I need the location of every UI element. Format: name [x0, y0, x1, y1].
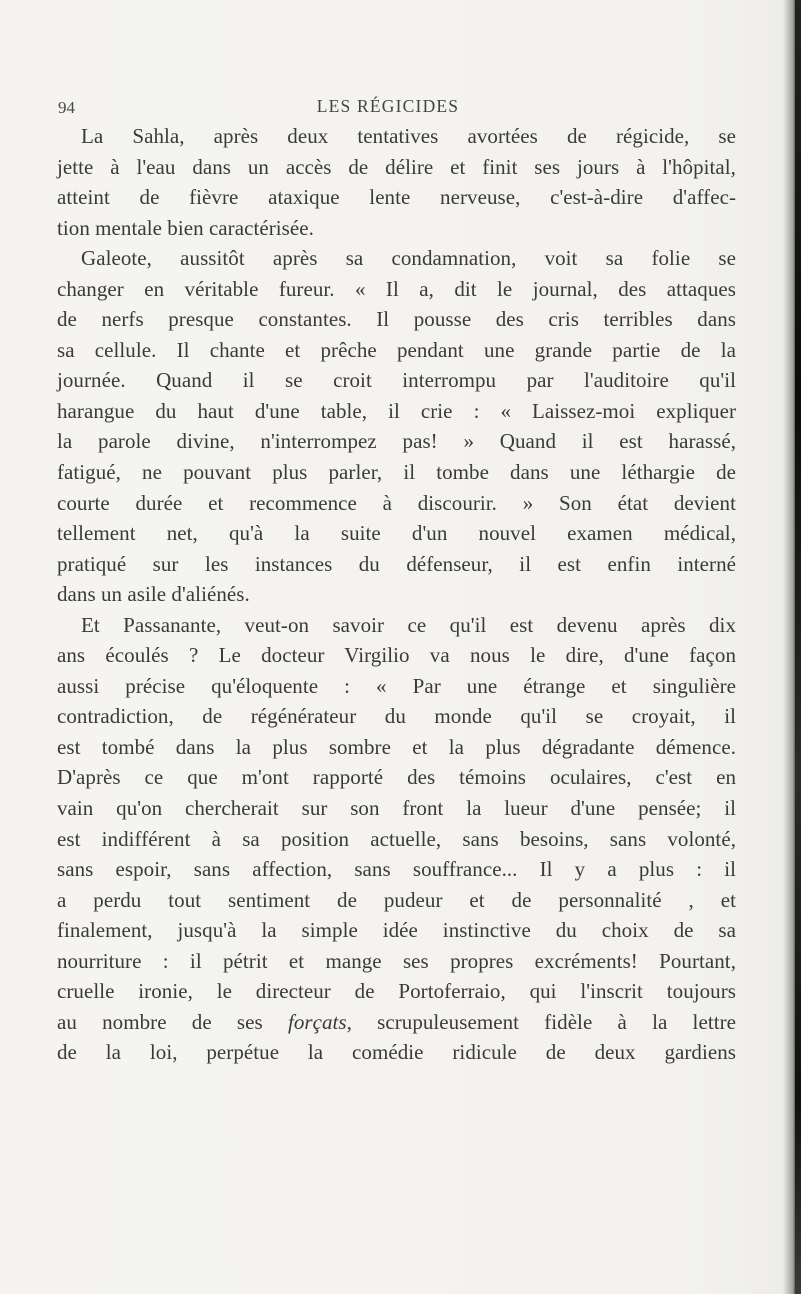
text-line: tion mentale bien caractérisée. [57, 215, 314, 240]
text-line: pratiqué sur les instances du défenseur, il est enfin interné [57, 551, 736, 576]
text-line: fatigué, ne pouvant plus parler, il tombe dans une léthargie de [57, 460, 736, 485]
text-line: harangue du haut d'une table, il crie : « Laissez-moi expliquer [57, 398, 736, 423]
running-head [58, 92, 718, 122]
text-line: aussi précise qu'éloquente : « Par une étrange et singulière [57, 673, 736, 698]
book-spine-edge [795, 0, 801, 1294]
text-line: tellement net, qu'à la suite d'un nouvel examen médical, [57, 521, 736, 546]
text-line: la parole divine, n'interrompez pas! » Quand il est harassé, [57, 429, 736, 454]
body-text [57, 121, 736, 1068]
text-line: La Sahla, après deux tentatives avortées de régicide, se [81, 124, 736, 148]
text-fragment: , scrupuleusement fidèle à la lettre [346, 1009, 736, 1034]
text-line: D'après ce que m'ont rapporté des témoins oculaires, c'est en [57, 765, 736, 790]
text-line: de nerfs presque constantes. Il pousse des cris terribles dans [57, 307, 736, 332]
text-line: jette à l'eau dans un accès de délire et finit ses jours à l'hôpital, [57, 154, 736, 179]
text-line: Et Passanante, veut-on savoir ce qu'il est devenu après dix [81, 612, 736, 637]
text-line: finalement, jusqu'à la simple idée instinctive du choix de sa [57, 918, 736, 943]
text-line: a perdu tout sentiment de pudeur et de personnalité , et [57, 887, 736, 912]
chapter-title: LES RÉGICIDES [316, 96, 460, 116]
text-line: dans un asile d'aliénés. [57, 582, 250, 607]
text-line: Galeote, aussitôt après sa condamnation, voit sa folie se [81, 246, 736, 271]
text-line: sa cellule. Il chante et prêche pendant une grande partie de la [57, 337, 736, 362]
text-line: ans écoulés ? Le docteur Virgilio va nous le dire, d'une façon [57, 643, 736, 668]
text-line: de la loi, perpétue la comédie ridicule de deux gardiens [57, 1040, 736, 1065]
text-line: est tombé dans la plus sombre et la plus dégradante démence. [57, 734, 736, 759]
text-line: sans espoir, sans affection, sans souffrance... Il y a plus : il [57, 857, 736, 882]
text-line: vain qu'on chercherait sur son front la lueur d'une pensée; il [57, 796, 736, 821]
text-line: nourriture : il pétrit et mange ses propres excréments! Pourtant, [57, 948, 736, 973]
text-line: journée. Quand il se croit interrompu par l'auditoire qu'il [57, 368, 736, 393]
text-line: est indifférent à sa position actuelle, sans besoins, sans volonté, [57, 826, 736, 851]
text-line: cruelle ironie, le directeur de Portoferraio, qui l'inscrit toujours [57, 979, 736, 1004]
page-number: 94 [58, 98, 75, 117]
text-line [57, 1007, 736, 1038]
italic-word: forçats [287, 1009, 347, 1034]
text-line: contradiction, de régénérateur du monde qu'il se croyait, il [57, 704, 736, 729]
text-fragment: au nombre de ses [57, 1009, 288, 1034]
text-line: courte durée et recommence à discourir. » Son état devient [57, 490, 736, 515]
text-line: atteint de fièvre ataxique lente nerveuse, c'est-à-dire d'affec- [57, 185, 736, 210]
text-line: changer en véritable fureur. « Il a, dit le journal, des attaques [57, 276, 736, 301]
